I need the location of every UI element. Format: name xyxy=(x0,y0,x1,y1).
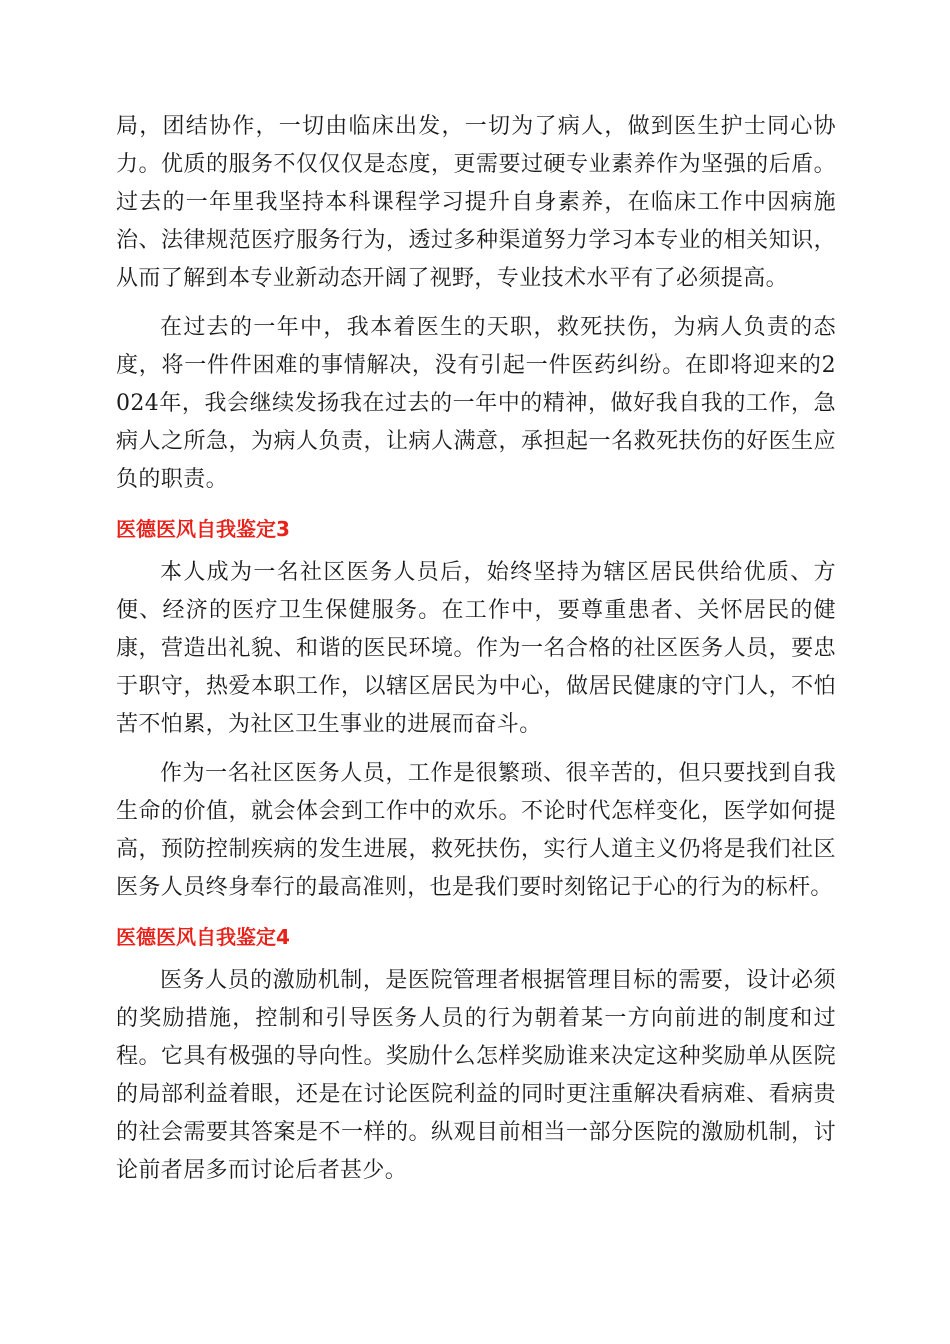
section3-paragraph-2: 作为一名社区医务人员，工作是很繁琐、很辛苦的，但只要找到自我生命的价值，就会体会到工作中的欢乐。不论时代怎样变化，医学如何提高，预防控制疾病的发生进展，救死扶伤，实行人道主义仍将是我们社区医务人员终身奉行的最高准则，也是我们要时刻铭记于心的行为的标杆。 xyxy=(116,761,836,900)
paragraph-year-summary: 在过去的一年中，我本着医生的天职，救死扶伤，为病人负责的态度，将一件件困难的事情解决，没有引起一件医药纠纷。在即将迎来的2024年，我会继续发扬我在过去的一年中的精神，做好我自我的工作，急病人之所急，为病人负责，让病人满意，承担起一名救死扶伤的好医生应负的职责。 xyxy=(116,315,836,492)
section4-paragraph-1: 医务人员的激励机制，是医院管理者根据管理目标的需要，设计必须的奖励措施，控制和引导医务人员的行为朝着某一方向前进的制度和过程。它具有极强的导向性。奖励什么怎样奖励谁来决定这种奖励单从医院的局部利益着眼，还是在讨论医院利益的同时更注重解决看病难、看病贵的社会需要其答案是不一样的。纵观目前相当一部分医院的激励机制，讨论前者居多而讨论后者甚少。 xyxy=(116,968,836,1183)
section-heading-4: 医德医风自我鉴定4 xyxy=(116,925,290,949)
section-heading-3: 医德医风自我鉴定3 xyxy=(116,517,290,541)
paragraph-continued: 局，团结协作，一切由临床出发，一切为了病人，做到医生护士同心协力。优质的服务不仅仅仅是态度，更需要过硬专业素养作为坚强的后盾。过去的一年里我坚持本科课程学习提升自身素养，在临床工作中因病施治、法律规范医疗服务行为，透过多种渠道努力学习本专业的相关知识，从而了解到本专业新动态开阔了视野，专业技术水平有了必须提高。 xyxy=(116,114,836,291)
section3-paragraph-1: 本人成为一名社区医务人员后，始终坚持为辖区居民供给优质、方便、经济的医疗卫生保健服务。在工作中，要尊重患者、关怀居民的健康，营造出礼貌、和谐的医民环境。作为一名合格的社区医务人员，要忠于职守，热爱本职工作，以辖区居民为中心，做居民健康的守门人，不怕苦不怕累，为社区卫生事业的进展而奋斗。 xyxy=(116,560,836,737)
document-body xyxy=(116,108,836,1190)
